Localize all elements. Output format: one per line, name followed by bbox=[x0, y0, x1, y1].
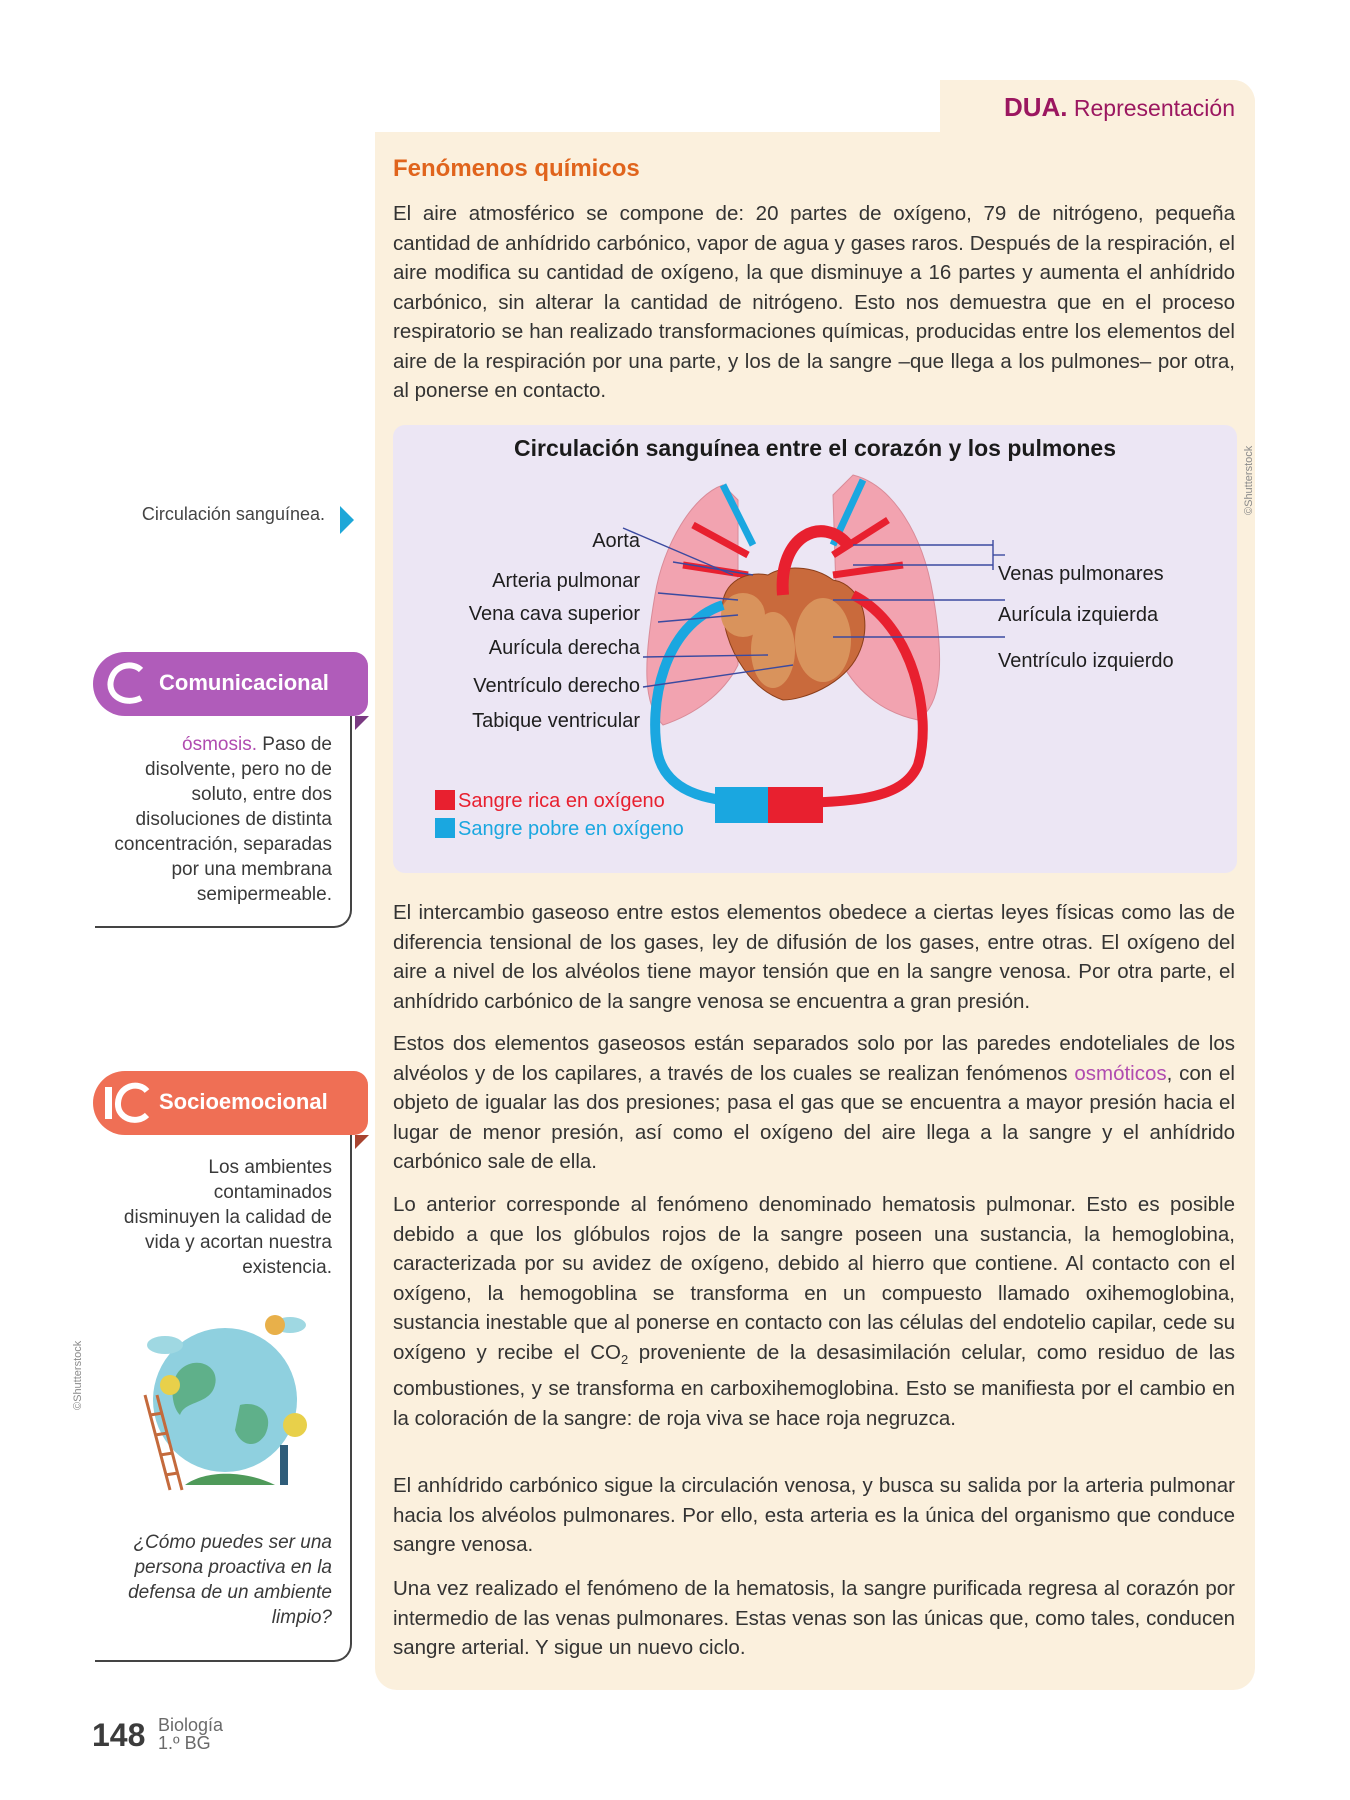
banner-fold-2 bbox=[355, 1135, 369, 1149]
socioemocional-ic-icon bbox=[101, 1077, 153, 1129]
paragraph-1: El aire atmosférico se compone de: 20 partes de oxígeno, 79 de nitrógeno, pequeña cantidad de anhídrido carbónico, vapor de agua y gases raros. Después de la respiración, el aire modifica su cantidad de oxígeno, la que disminuye a 16 partes y aumenta el anhídrido carbónico, sin alterar la cantidad de nitrógeno. Esto nos demuestra que en el proceso respiratorio se han realizado transformaciones químicas, producidas entre los elementos del aire de la respiración por una parte, y los de la sangre –que llega a los pulmones– por otra, al ponerse en contacto. bbox=[393, 202, 1235, 402]
panel-top-cutout bbox=[375, 80, 940, 132]
socioemocional-banner bbox=[93, 1071, 368, 1135]
right-ventricle bbox=[751, 612, 795, 688]
label-vena-cava: Vena cava superior bbox=[468, 603, 640, 625]
page-number: 148 bbox=[92, 1717, 146, 1753]
section-heading: Fenómenos químicos bbox=[393, 155, 640, 182]
socioemocional-question: ¿Cómo puedes ser una persona proactiva en la defensa de un ambiente limpio? bbox=[128, 1532, 332, 1628]
paragraph-5: El anhídrido carbónico sigue la circulación venosa, y busca su salida por la arteria pulmonar hacia los alvéolos pulmonares. Por ello, esta arteria es la única del organismo que conduce sangre venosa. bbox=[393, 1474, 1235, 1556]
paragraph-3: Estos dos elementos gaseosos están separados solo por las paredes endoteliales de los alvéolos y de los capilares, a través de los cuales se realizan fenómenos osmóticos, con el objeto de igualar las dos presiones; pasa el gas que se encuentra a mayor presión hacia el lugar de menor presión, así como el oxígeno del aire llega a la sangre y el anhídrido carbónico sale de ella. bbox=[393, 1032, 1235, 1173]
left-ventricle bbox=[795, 598, 851, 682]
illustration-credit: ©Shutterstock bbox=[72, 1340, 84, 1410]
capillary-blue bbox=[715, 787, 770, 823]
legend-swatch-blue bbox=[435, 818, 455, 838]
legend-swatch-red bbox=[435, 790, 455, 810]
circulation-diagram bbox=[393, 425, 1237, 873]
diagram-caption: Circulación sanguínea. bbox=[141, 504, 325, 524]
osmosis-definition: ósmosis. Paso de disolvente, pero no de soluto, entre dos disoluciones de distinta concentración, separadas por una membrana semipermeable. bbox=[114, 734, 332, 905]
label-tabique: Tabique ventricular bbox=[472, 710, 640, 732]
socioemocional-text: Los ambientes contaminados disminuyen la calidad de vida y acortan nuestra existencia. bbox=[123, 1157, 332, 1278]
earth-illustration bbox=[125, 1285, 325, 1505]
socioemocional-title: Socioemocional bbox=[159, 1089, 328, 1114]
label-aorta: Aorta bbox=[592, 530, 640, 552]
comunicacional-c-icon bbox=[101, 658, 153, 710]
label-auricula-derecha: Aurícula derecha bbox=[488, 637, 640, 659]
legend-oxygen-rich: Sangre rica en oxígeno bbox=[435, 790, 665, 813]
subject-label: Biología 1.º BG bbox=[158, 1715, 224, 1753]
caption-arrow-icon bbox=[340, 506, 354, 534]
comunicacional-box bbox=[95, 716, 352, 928]
diagram-credit: ©Shutterstock bbox=[1243, 445, 1255, 515]
label-venas-pulmonares: Venas pulmonares bbox=[998, 563, 1164, 585]
label-ventriculo-izquierdo: Ventrículo izquierdo bbox=[998, 650, 1174, 672]
socioemocional-box bbox=[95, 1135, 352, 1662]
label-auricula-izquierda: Aurícula izquierda bbox=[998, 604, 1159, 626]
comunicacional-title: Comunicacional bbox=[159, 670, 329, 695]
paragraph-4: Lo anterior corresponde al fenómeno denominado hematosis pulmonar. Esto es posible debido a que los glóbulos rojos de la sangre poseen una sustancia, la hemoglobina, caracterizada por su avidez de oxígeno, debido al hierro que contiene. Al contacto con el oxígeno, la hemogoblina se transforma en un compuesto llamado oxihemoglobina, sustancia inestable que al ponerse en contacto con las células del endotelio capilar, cede su oxígeno y recibe el $CO_2$ proveniente de la desasimilación celular, como residuo de las combustiones, y se transforma en carboxihemoglobina. Esto se manifiesta por el cambio en la coloración de la sangre: de roja viva se hace roja negruzca. bbox=[393, 1193, 1235, 1430]
comunicacional-banner bbox=[93, 652, 368, 716]
paragraph-6: Una vez realizado el fenómeno de la hematosis, la sangre purificada regresa al corazón por intermedio de las venas pulmonares. Estas venas son las únicas que, como tales, conducen sangre arterial. Y sigue un nuevo ciclo. bbox=[393, 1577, 1235, 1659]
capillary-red bbox=[768, 787, 823, 823]
label-ventriculo-derecho: Ventrículo derecho bbox=[473, 675, 640, 697]
osmoticos-link[interactable]: osmóticos bbox=[1074, 1061, 1167, 1085]
dua-label: DUA. Representación bbox=[1003, 92, 1235, 122]
diagram-title: Circulación sanguínea entre el corazón y los pulmones bbox=[514, 435, 1116, 461]
label-arteria-pulmonar: Arteria pulmonar bbox=[492, 570, 640, 592]
paragraph-2: El intercambio gaseoso entre estos elementos obedece a ciertas leyes físicas como las de diferencia tensional de los gases, ley de difusión de los gases, entre otras. El oxígeno del aire a nivel de los alvéolos tiene mayor tensión que en la sangre venosa. Por otra parte, el anhídrido carbónico de la sangre venosa se encuentra a gran presión. bbox=[393, 901, 1235, 1013]
banner-fold bbox=[355, 716, 369, 730]
legend-oxygen-poor: Sangre pobre en oxígeno bbox=[435, 818, 684, 841]
